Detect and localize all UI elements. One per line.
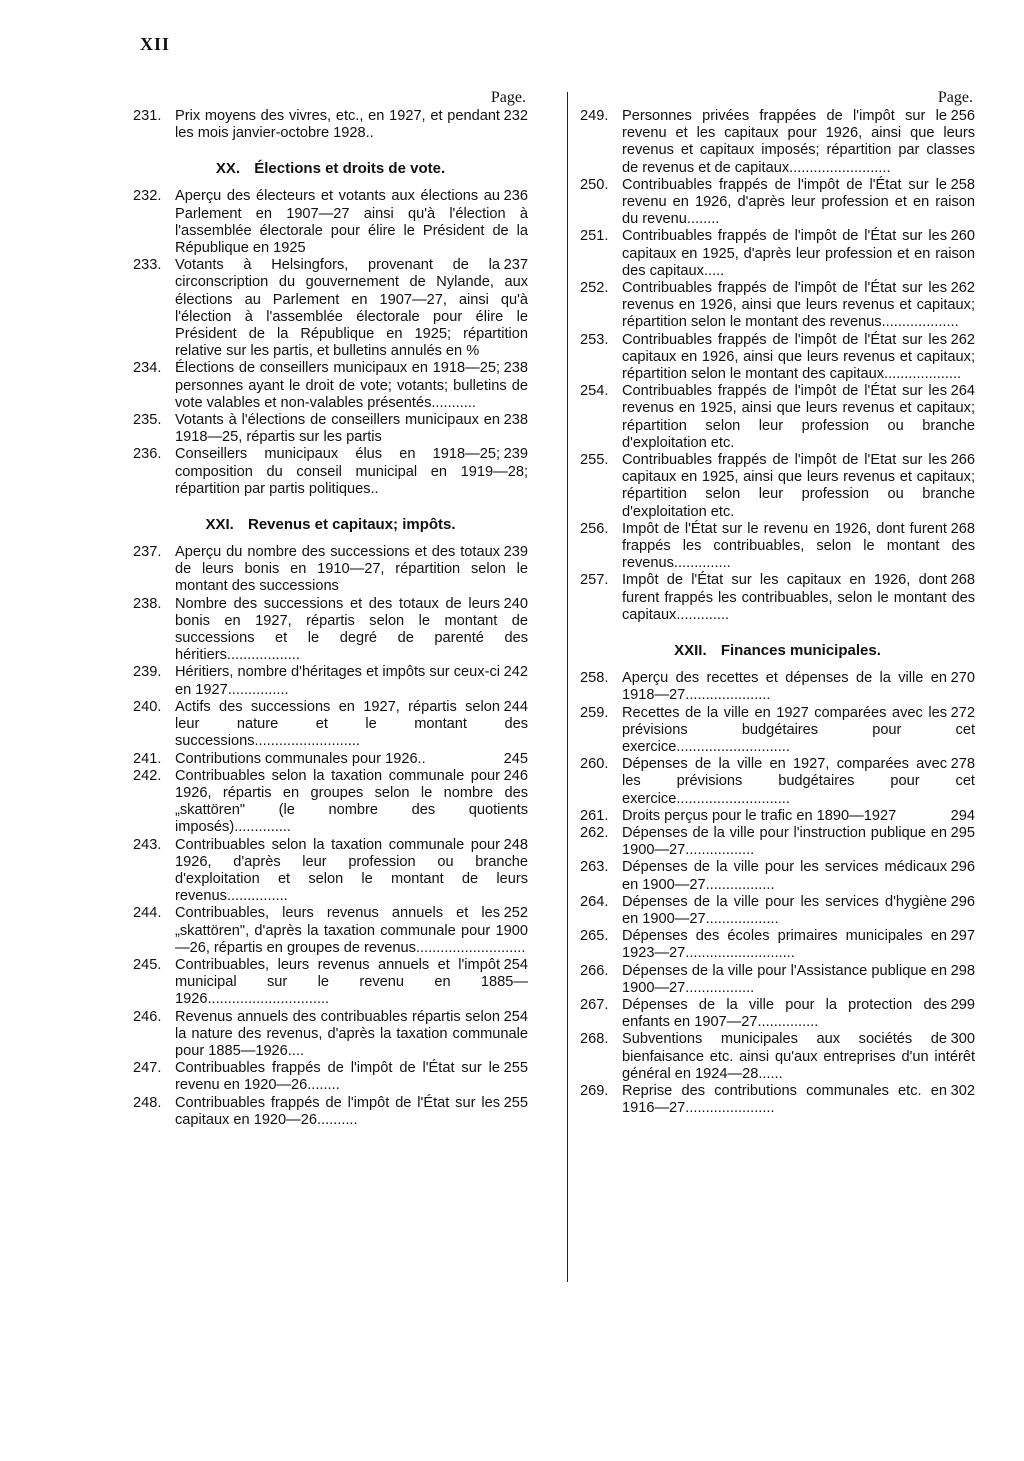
entry-body bbox=[622, 280, 975, 332]
entry-body bbox=[175, 412, 528, 446]
entry-title: Contributions communales pour 1926.. bbox=[175, 750, 426, 767]
toc-entry bbox=[133, 837, 528, 906]
entry-number: 243. bbox=[133, 836, 162, 853]
toc-entry bbox=[580, 963, 975, 997]
toc-entry bbox=[133, 905, 528, 957]
toc-entry bbox=[133, 751, 528, 768]
entry-page-number: 237 bbox=[503, 257, 528, 274]
entry-number: 261. bbox=[580, 807, 609, 824]
entry-list-left-c bbox=[133, 544, 528, 1129]
entry-title: Dépenses de la ville pour les services médicaux en 1900—27................. bbox=[622, 859, 947, 893]
toc-entry bbox=[580, 383, 975, 452]
entry-title: Contribuables, leurs revenus annuels et l'impôt municipal sur le revenu en 1885—1926.............................. bbox=[175, 956, 528, 1008]
entry-number: 242. bbox=[133, 767, 162, 784]
entry-body bbox=[622, 997, 975, 1031]
entry-number: 241. bbox=[133, 750, 162, 767]
entry-title: Revenus annuels des contribuables répartis selon la nature des revenus, d'après la taxation communale pour 1885—1926.... bbox=[175, 1008, 528, 1059]
toc-entry bbox=[133, 1009, 528, 1061]
entry-body bbox=[622, 1083, 975, 1117]
entry-title: Aperçu des recettes et dépenses de la ville en 1918—27..................... bbox=[622, 670, 947, 704]
entry-title: Aperçu des électeurs et votants aux élections au Parlement en 1907—27 ainsi qu'à l'élection à l'assemblée électorale pour élire le Président de la République en 1925 bbox=[175, 188, 528, 257]
entry-page-number: 239 bbox=[503, 544, 528, 561]
entry-title: Contribuables frappés de l'impôt de l'État sur les revenus en 1926, ainsi que leurs revenus et capitaux; répartition selon le montant des revenus................... bbox=[622, 280, 975, 331]
entry-number: 269. bbox=[580, 1082, 609, 1099]
entry-title: Prix moyens des vivres, etc., en 1927, et pendant les mois janvier-octobre 1928.. bbox=[175, 108, 500, 142]
entry-body bbox=[622, 756, 975, 808]
entry-number: 265. bbox=[580, 928, 609, 945]
section-heading-xxi bbox=[133, 516, 528, 534]
entry-page-number: 297 bbox=[950, 928, 975, 945]
entry-number: 247. bbox=[133, 1060, 162, 1077]
entry-number: 260. bbox=[580, 756, 609, 773]
entry-page-number: 295 bbox=[950, 824, 975, 841]
entry-page-number: 238 bbox=[503, 412, 528, 429]
toc-entry bbox=[580, 452, 975, 521]
entry-title: Actifs des successions en 1927, répartis selon leur nature et le montant des successions.......................... bbox=[175, 698, 528, 750]
entry-page-number: 296 bbox=[950, 893, 975, 910]
entry-title: Dépenses de la ville pour l'Assistance publique en 1900—27................. bbox=[622, 962, 947, 996]
entry-title: Dépenses de la ville en 1927, comparées avec les prévisions budgétaires pour cet exercice............................ bbox=[622, 756, 975, 807]
entry-body bbox=[622, 859, 975, 893]
entry-page-number: 239 bbox=[503, 446, 528, 463]
entry-number: 258. bbox=[580, 670, 609, 687]
entry-page-number: 254 bbox=[503, 1008, 528, 1025]
toc-entry bbox=[133, 544, 528, 596]
entry-title: Nombre des successions et des totaux de leurs bonis en 1927, répartis selon le montant de successions et le degré de parenté des héritiers.................. bbox=[175, 595, 528, 664]
entry-page-number: 240 bbox=[503, 595, 528, 612]
entry-body bbox=[175, 768, 528, 837]
entry-number: 268. bbox=[580, 1031, 609, 1048]
entry-page-number: 258 bbox=[950, 176, 975, 193]
entry-body bbox=[622, 808, 975, 825]
entry-page-number: 252 bbox=[503, 905, 528, 922]
entry-title: Élections de conseillers municipaux en 1918—25; personnes ayant le droit de vote; votants; bulletins de vote valables et non-valables présentés........... bbox=[175, 360, 528, 411]
entry-list-right-b bbox=[580, 670, 975, 1117]
entry-body bbox=[175, 699, 528, 751]
entry-body bbox=[175, 544, 528, 596]
toc-entry bbox=[580, 997, 975, 1031]
entry-body bbox=[622, 177, 975, 229]
entry-body bbox=[175, 188, 528, 257]
entry-body bbox=[175, 1060, 528, 1094]
entry-body bbox=[622, 332, 975, 384]
entry-title: Contribuables frappés de l'impôt de l'État sur les capitaux en 1920—26.......... bbox=[175, 1094, 500, 1128]
entry-title: Votants à Helsingfors, provenant de la circonscription du gouvernement de Nylande, aux élections au Parlement en 1907—27, ainsi qu'à l'élection à l'assemblée électorale pour élire le Président de la République en 1925; répartition relative sur les partis, et bulletins annulés en % bbox=[175, 257, 528, 360]
entry-page-number: 236 bbox=[503, 188, 528, 205]
entry-number: 254. bbox=[580, 383, 609, 400]
toc-entry bbox=[580, 280, 975, 332]
entry-page-number: 302 bbox=[950, 1082, 975, 1099]
toc-entry bbox=[133, 360, 528, 412]
entry-title: Contribuables, leurs revenus annuels et les „skattören", d'après la taxation communale pour 1900—26, répartis en groupes de revenus........................... bbox=[175, 905, 528, 956]
entry-page-number: 242 bbox=[503, 664, 528, 681]
toc-entry bbox=[580, 521, 975, 573]
left-column bbox=[133, 88, 528, 1129]
entry-page-number: 262 bbox=[950, 280, 975, 297]
section-heading-xxii bbox=[580, 642, 975, 660]
toc-entry bbox=[133, 1095, 528, 1129]
section-title: Revenus et capitaux; impôts. bbox=[247, 516, 456, 534]
toc-entry bbox=[133, 257, 528, 360]
entry-body bbox=[175, 905, 528, 957]
column-divider bbox=[567, 92, 568, 1282]
entry-number: 251. bbox=[580, 228, 609, 245]
entry-title: Impôt de l'État sur les capitaux en 1926, dont furent frappés les contribuables, selon le montant des capitaux............. bbox=[622, 572, 975, 623]
section-number: XXI. bbox=[205, 516, 234, 534]
entry-page-number: 246 bbox=[503, 767, 528, 784]
entry-page-number: 266 bbox=[950, 452, 975, 469]
toc-entry bbox=[133, 957, 528, 1009]
entry-body bbox=[622, 670, 975, 704]
entry-page-number: 270 bbox=[950, 670, 975, 687]
section-title: Élections et droits de vote. bbox=[254, 160, 446, 178]
entry-body bbox=[622, 452, 975, 521]
entry-page-number: 272 bbox=[950, 704, 975, 721]
toc-entry bbox=[580, 670, 975, 704]
entry-number: 238. bbox=[133, 595, 162, 612]
entry-body bbox=[175, 360, 528, 412]
page-number: XII bbox=[140, 34, 171, 54]
entry-title: Dépenses de la ville pour la protection des enfants en 1907—27............... bbox=[622, 996, 947, 1031]
entry-number: 237. bbox=[133, 544, 162, 561]
entry-page-number: 244 bbox=[503, 698, 528, 715]
entry-body bbox=[622, 1031, 975, 1083]
entry-number: 234. bbox=[133, 360, 162, 377]
section-heading-xx bbox=[133, 160, 528, 178]
entry-number: 256. bbox=[580, 520, 609, 537]
entry-body bbox=[175, 957, 528, 1009]
entry-page-number: 260 bbox=[950, 228, 975, 245]
entry-number: 239. bbox=[133, 664, 162, 681]
toc-entry bbox=[580, 108, 975, 177]
entry-page-number: 255 bbox=[503, 1094, 528, 1111]
toc-entry bbox=[580, 572, 975, 624]
entry-number: 267. bbox=[580, 996, 609, 1013]
toc-entry bbox=[133, 108, 528, 142]
entry-title: Contribuables frappés de l'impôt de l'État sur le revenu en 1920—26........ bbox=[175, 1060, 500, 1094]
entry-body bbox=[622, 894, 975, 928]
entry-number: 248. bbox=[133, 1094, 162, 1111]
toc-entry bbox=[580, 177, 975, 229]
toc-entry bbox=[580, 894, 975, 928]
entry-title: Recettes de la ville en 1927 comparées avec les prévisions budgétaires pour cet exercice............................ bbox=[622, 704, 975, 755]
entry-title: Conseillers municipaux élus en 1918—25; composition du conseil municipal en 1919—28; répartition par partis politiques.. bbox=[175, 446, 528, 497]
entry-title: Contribuables selon la taxation communale pour 1926, d'après leur profession ou branche d'exploitation et selon le montant de leurs revenus............... bbox=[175, 836, 528, 905]
entry-number: 262. bbox=[580, 824, 609, 841]
section-title: Finances municipales. bbox=[720, 642, 881, 660]
toc-entry bbox=[580, 228, 975, 280]
entry-title: Héritiers, nombre d'héritages et impôts sur ceux-ci en 1927............... bbox=[175, 664, 500, 698]
entry-page-number: 264 bbox=[950, 383, 975, 400]
entry-title: Aperçu du nombre des successions et des totaux de leurs bonis en 1910—27, répartition selon le montant des successions bbox=[175, 544, 528, 595]
section-number: XX. bbox=[215, 160, 241, 178]
entry-number: 257. bbox=[580, 572, 609, 589]
toc-entry bbox=[133, 596, 528, 665]
entry-number: 244. bbox=[133, 905, 162, 922]
entry-title: Personnes privées frappées de l'impôt sur le revenu et les capitaux pour 1926, ainsi que leurs revenus et capitaux imposés; répartition par classes de revenus et de capitaux......................... bbox=[622, 108, 975, 176]
entry-number: 264. bbox=[580, 893, 609, 910]
entry-body bbox=[622, 825, 975, 859]
entry-page-number: 256 bbox=[950, 108, 975, 124]
entry-body bbox=[622, 705, 975, 757]
entry-title: Contribuables frappés de l'impôt de l'Etat sur les capitaux en 1925, ainsi que leurs revenus et capitaux; répartition selon leur profession ou branche d'exploitation etc. bbox=[622, 452, 975, 520]
entry-body bbox=[175, 108, 528, 142]
toc-entry bbox=[133, 1060, 528, 1094]
section-number: XXII. bbox=[674, 642, 707, 660]
entry-body bbox=[622, 521, 975, 573]
entry-body bbox=[622, 572, 975, 624]
entry-title: Reprise des contributions communales etc. en 1916—27...................... bbox=[622, 1082, 947, 1117]
entry-number: 245. bbox=[133, 956, 162, 973]
entry-page-number: 268 bbox=[950, 572, 975, 589]
entry-list-right-a bbox=[580, 108, 975, 624]
entry-body bbox=[175, 596, 528, 665]
entry-page-number: 255 bbox=[503, 1060, 528, 1077]
entry-body bbox=[175, 837, 528, 906]
entry-page-number: 300 bbox=[950, 1031, 975, 1048]
entry-title: Contribuables frappés de l'impôt de l'État sur les revenus en 1925, ainsi que leurs revenus et capitaux; répartition selon leur profession ou branche d'exploitation etc. bbox=[622, 383, 975, 451]
toc-entry bbox=[580, 756, 975, 808]
entry-body bbox=[622, 228, 975, 280]
entry-title: Contribuables selon la taxation communale pour 1926, répartis en groupes selon le nombre des „skattören" (le nombre des quotients imposés).............. bbox=[175, 767, 528, 836]
toc-entry bbox=[133, 664, 528, 698]
entry-number: 246. bbox=[133, 1008, 162, 1025]
entry-page-number: 232 bbox=[503, 108, 528, 124]
entry-page-number: 254 bbox=[503, 956, 528, 973]
entry-body bbox=[622, 383, 975, 452]
entry-number: 233. bbox=[133, 257, 162, 274]
entry-title: Contribuables frappés de l'impôt de l'État sur le revenu en 1926, d'après leur profession et en raison du revenu........ bbox=[622, 176, 975, 228]
entry-number: 252. bbox=[580, 280, 609, 297]
entry-body bbox=[175, 664, 528, 698]
entry-page-number: 299 bbox=[950, 996, 975, 1013]
toc-entry bbox=[580, 705, 975, 757]
toc-entry bbox=[580, 825, 975, 859]
entry-title: Dépenses de la ville pour les services d'hygiène en 1900—27.................. bbox=[622, 893, 947, 927]
entry-number: 266. bbox=[580, 962, 609, 979]
entry-body bbox=[622, 928, 975, 962]
entry-title: Impôt de l'État sur le revenu en 1926, dont furent frappés les contribuables, selon le montant des revenus.............. bbox=[622, 520, 975, 572]
entry-page-number: 248 bbox=[503, 836, 528, 853]
entry-page-number: 298 bbox=[950, 962, 975, 979]
entry-number: 249. bbox=[580, 108, 609, 124]
entry-page-number: 238 bbox=[503, 360, 528, 377]
entry-number: 236. bbox=[133, 446, 162, 463]
toc-entry bbox=[580, 332, 975, 384]
toc-entry bbox=[580, 808, 975, 825]
entry-page-number: 296 bbox=[950, 859, 975, 876]
entry-body bbox=[175, 1009, 528, 1061]
right-column bbox=[580, 88, 975, 1117]
toc-entry bbox=[133, 699, 528, 751]
entry-page-number: 278 bbox=[950, 756, 975, 773]
entry-page-number: 262 bbox=[950, 331, 975, 348]
entry-body bbox=[175, 446, 528, 498]
toc-entry bbox=[580, 928, 975, 962]
entry-title: Contribuables frappés de l'impôt de l'État sur les capitaux en 1926, ainsi que leurs revenus et capitaux; répartition selon le montant des capitaux................... bbox=[622, 331, 975, 383]
entry-title: Dépenses de la ville pour l'instruction publique en 1900—27................. bbox=[622, 824, 947, 859]
entry-number: 250. bbox=[580, 176, 609, 193]
entry-number: 253. bbox=[580, 331, 609, 348]
entry-body bbox=[622, 108, 975, 177]
toc-entry bbox=[133, 446, 528, 498]
entry-body bbox=[175, 751, 528, 768]
toc-entry bbox=[133, 768, 528, 837]
entry-title: Votants à l'élections de conseillers municipaux en 1918—25, répartis sur les partis bbox=[175, 412, 500, 446]
toc-entry bbox=[133, 412, 528, 446]
entry-number: 240. bbox=[133, 698, 162, 715]
page-column-header-right: Page. bbox=[937, 89, 973, 106]
entry-number: 255. bbox=[580, 452, 609, 469]
entry-number: 235. bbox=[133, 412, 162, 429]
entry-title: Droits perçus pour le trafic en 1890—1927 bbox=[622, 807, 897, 824]
entry-number: 232. bbox=[133, 188, 162, 205]
toc-entry bbox=[580, 1083, 975, 1117]
page-column-header-left: Page. bbox=[490, 89, 526, 106]
entry-body bbox=[622, 963, 975, 997]
entry-page-number: 268 bbox=[950, 520, 975, 537]
entry-number: 231. bbox=[133, 108, 162, 124]
entry-list-left-b bbox=[133, 188, 528, 498]
entry-page-number: 245 bbox=[503, 750, 528, 767]
entry-title: Contribuables frappés de l'impôt de l'État sur les capitaux en 1925, d'après leur profession et en raison des capitaux..... bbox=[622, 228, 975, 279]
entry-page-number: 294 bbox=[950, 807, 975, 824]
entry-body bbox=[175, 1095, 528, 1129]
entry-number: 259. bbox=[580, 704, 609, 721]
entry-number: 263. bbox=[580, 859, 609, 876]
entry-body bbox=[175, 257, 528, 360]
entry-title: Subventions municipales aux sociétés de bienfaisance etc. ainsi qu'aux entreprises d'un intérêt général en 1924—28...... bbox=[622, 1031, 975, 1082]
toc-entry bbox=[580, 859, 975, 893]
entry-list-left-a bbox=[133, 108, 528, 142]
toc-entry bbox=[133, 188, 528, 257]
entry-title: Dépenses des écoles primaires municipales en 1923—27........................... bbox=[622, 928, 947, 962]
toc-entry bbox=[580, 1031, 975, 1083]
